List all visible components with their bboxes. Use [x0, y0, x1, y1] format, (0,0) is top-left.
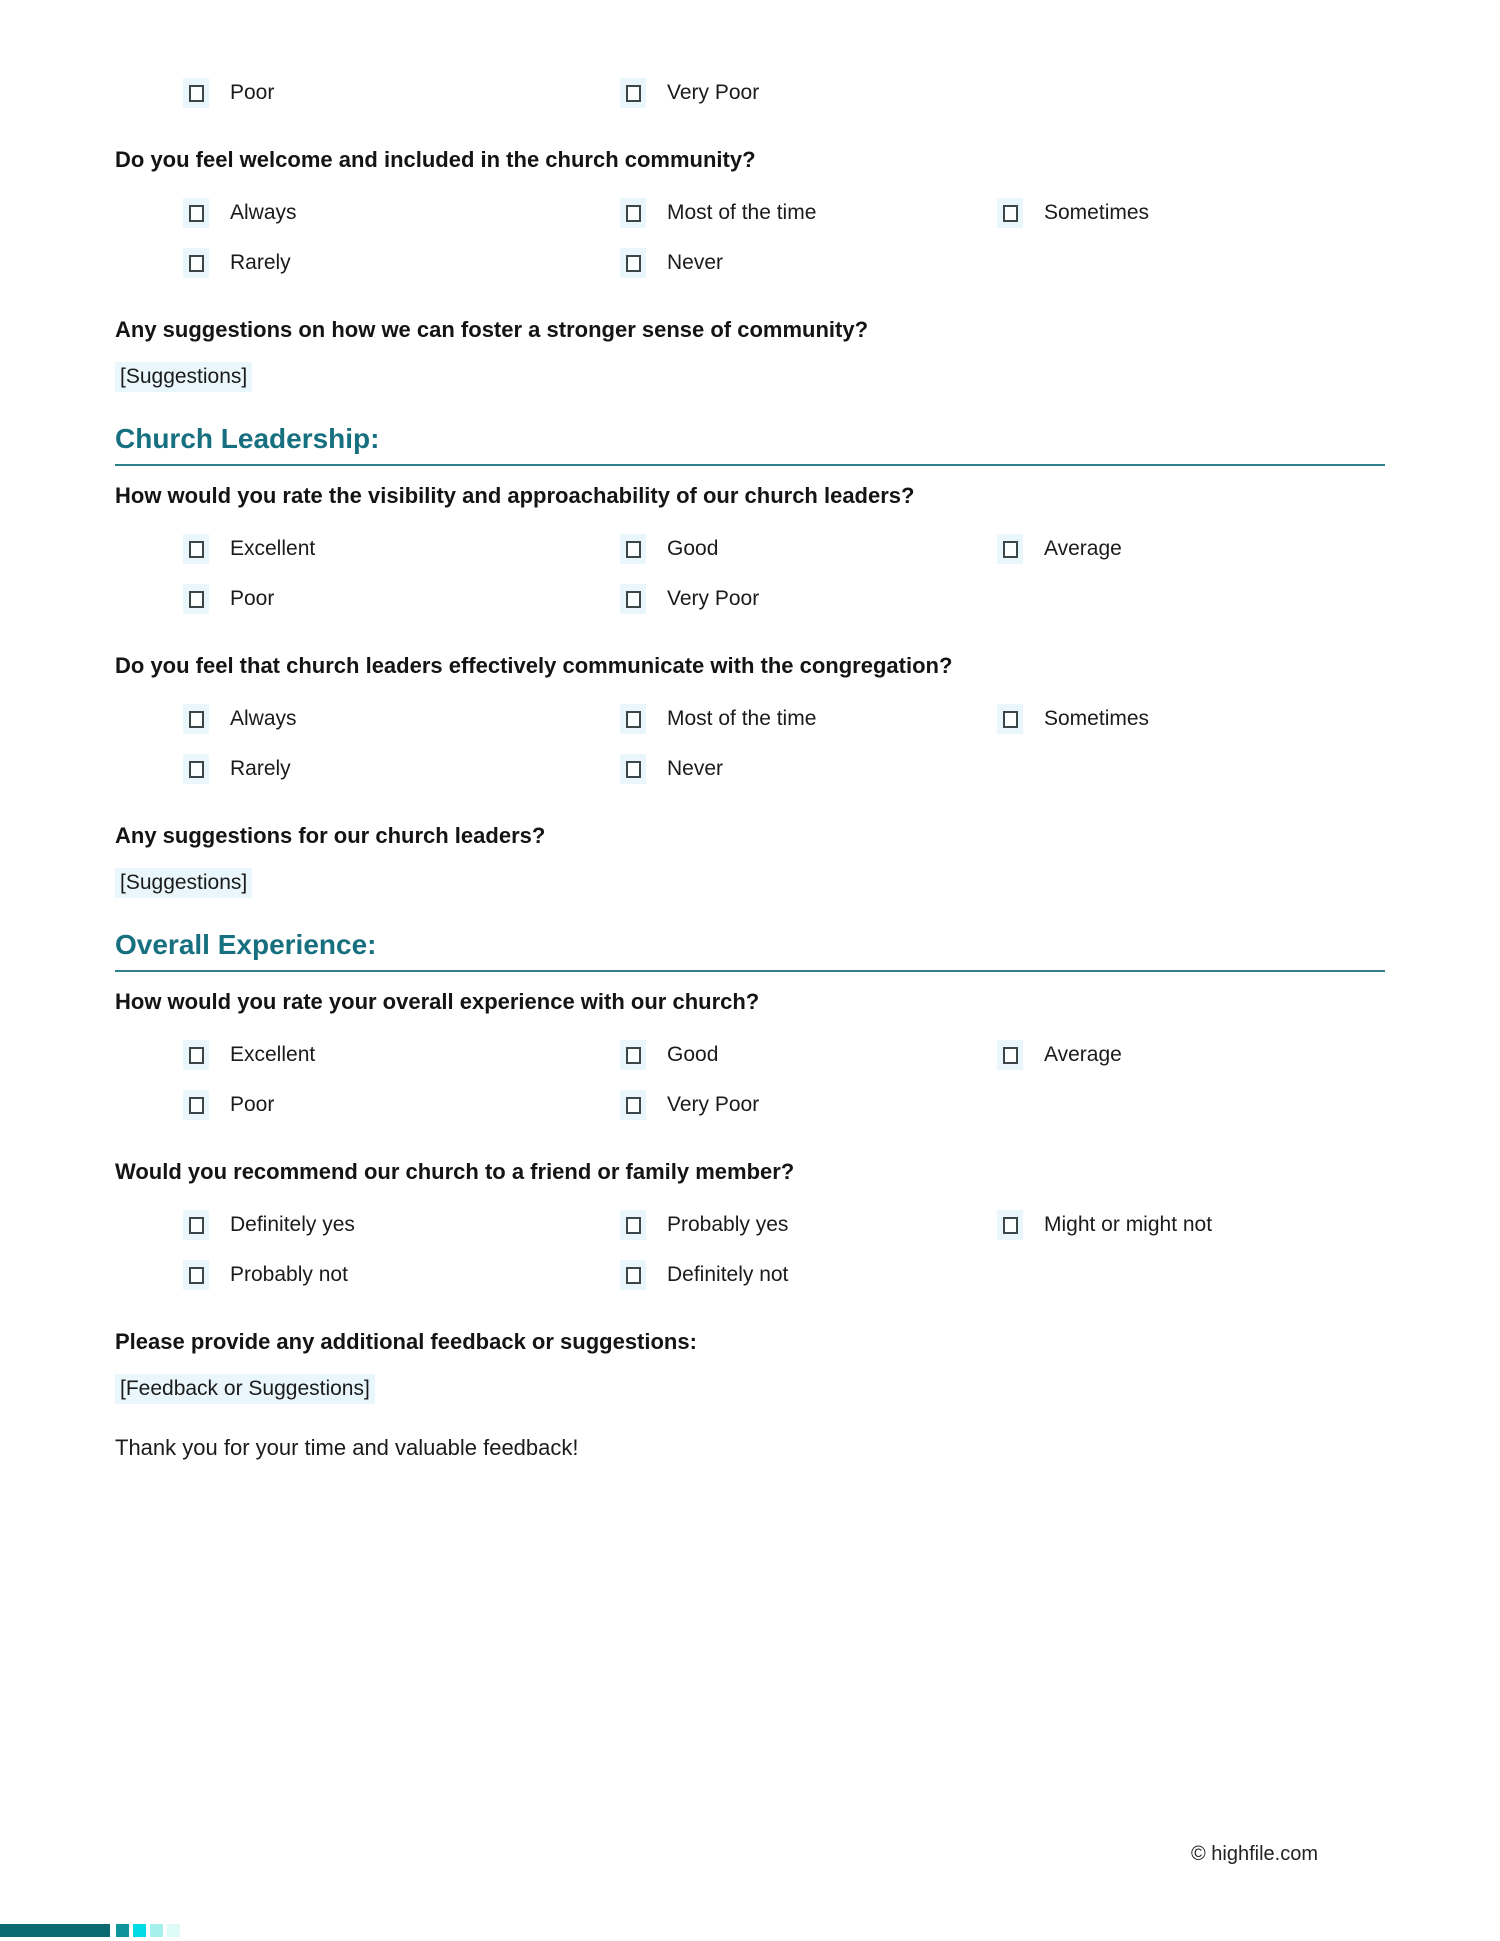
option-poor[interactable]: [183, 78, 620, 108]
option-label: Always: [230, 707, 297, 730]
checkbox-icon[interactable]: [620, 78, 646, 108]
option-label: Most of the time: [667, 201, 817, 224]
checkbox-icon[interactable]: [997, 534, 1023, 564]
option-label: Very Poor: [667, 81, 760, 104]
recommend-options-row-2: [183, 1260, 1385, 1290]
option-label: Average: [1044, 1043, 1122, 1066]
option-definitely-not[interactable]: [620, 1260, 997, 1290]
option-label: Very Poor: [667, 1093, 760, 1116]
option-label: Definitely not: [667, 1263, 789, 1286]
recommend-options-row-1: [183, 1210, 1385, 1240]
option-might-or-might-not[interactable]: [997, 1210, 1385, 1240]
section-rule: [115, 464, 1385, 466]
option-label: Most of the time: [667, 707, 817, 730]
option-most-of-the-time[interactable]: [620, 198, 997, 228]
checkbox-icon[interactable]: [183, 78, 209, 108]
decorative-teal-bar: [0, 1924, 180, 1937]
option-label: Probably yes: [667, 1213, 789, 1236]
option-probably-yes[interactable]: [620, 1210, 997, 1240]
option-label: Poor: [230, 1093, 275, 1116]
section-heading-church-leadership: Church Leadership:: [115, 423, 380, 454]
checkbox-icon[interactable]: [620, 584, 646, 614]
option-label: Sometimes: [1044, 201, 1150, 224]
option-label: Rarely: [230, 757, 291, 780]
question-recommend: Would you recommend our church to a friend or family member?: [115, 1159, 795, 1184]
closing-text: Thank you for your time and valuable feedback!: [115, 1435, 579, 1460]
checkbox-icon[interactable]: [620, 198, 646, 228]
option-sometimes[interactable]: [997, 198, 1385, 228]
option-good[interactable]: [620, 534, 997, 564]
question-overall-rate: How would you rate your overall experience with our church?: [115, 989, 760, 1014]
checkbox-icon[interactable]: [183, 754, 209, 784]
additional-feedback-wrap: [115, 1356, 1385, 1404]
bar-square-3: [150, 1924, 163, 1937]
question-additional-feedback: Please provide any additional feedback or suggestions:: [115, 1329, 697, 1354]
option-label: Average: [1044, 537, 1122, 560]
suggestions-field[interactable]: [Suggestions]: [115, 362, 252, 392]
checkbox-icon[interactable]: [183, 534, 209, 564]
option-never[interactable]: [620, 248, 997, 278]
option-label: Poor: [230, 81, 275, 104]
checkbox-icon[interactable]: [997, 704, 1023, 734]
checkbox-icon[interactable]: [183, 248, 209, 278]
feedback-field[interactable]: [Feedback or Suggestions]: [115, 1374, 375, 1404]
question-leaders-visibility: How would you rate the visibility and approachability of our church leaders?: [115, 483, 915, 508]
option-very-poor[interactable]: [620, 584, 997, 614]
option-label: Sometimes: [1044, 707, 1150, 730]
leaders-rate-options-row-1: [183, 534, 1385, 564]
overall-rate-options-row-1: [183, 1040, 1385, 1070]
checkbox-icon[interactable]: [183, 1040, 209, 1070]
section-heading-overall-experience: Overall Experience:: [115, 929, 377, 960]
checkbox-icon[interactable]: [183, 704, 209, 734]
question-welcome: Do you feel welcome and included in the church community?: [115, 147, 756, 172]
communicate-options-row-2: [183, 754, 1385, 784]
option-label: Never: [667, 251, 724, 274]
option-label: Definitely yes: [230, 1213, 355, 1236]
checkbox-icon[interactable]: [997, 198, 1023, 228]
option-label: Might or might not: [1044, 1213, 1213, 1236]
checkbox-icon[interactable]: [620, 1210, 646, 1240]
option-label: Probably not: [230, 1263, 348, 1286]
option-average[interactable]: [997, 534, 1385, 564]
option-sometimes[interactable]: [997, 704, 1385, 734]
copyright-text: © highfile.com: [1190, 1843, 1318, 1865]
bar-segment-long: [0, 1924, 110, 1937]
option-label: Never: [667, 757, 724, 780]
carryover-options-row: [183, 78, 1385, 108]
bar-square-2: [133, 1924, 146, 1937]
option-label: Very Poor: [667, 587, 760, 610]
overall-rate-options-row-2: [183, 1090, 1385, 1120]
option-label: Good: [667, 537, 719, 560]
checkbox-icon[interactable]: [620, 1040, 646, 1070]
option-always[interactable]: [183, 704, 620, 734]
checkbox-icon[interactable]: [620, 704, 646, 734]
option-poor[interactable]: [183, 584, 620, 614]
option-average[interactable]: [997, 1040, 1385, 1070]
section-rule: [115, 970, 1385, 972]
community-suggestions-wrap: [115, 344, 1385, 392]
option-very-poor[interactable]: [620, 78, 997, 108]
checkbox-icon[interactable]: [997, 1040, 1023, 1070]
suggestions-field[interactable]: [Suggestions]: [115, 868, 252, 898]
question-community-suggestions: Any suggestions on how we can foster a stronger sense of community?: [115, 317, 869, 342]
option-label: Excellent: [230, 537, 316, 560]
checkbox-icon[interactable]: [183, 198, 209, 228]
welcome-options-row-1: [183, 198, 1385, 228]
option-most-of-the-time[interactable]: [620, 704, 997, 734]
option-always[interactable]: [183, 198, 620, 228]
option-never[interactable]: [620, 754, 997, 784]
checkbox-icon[interactable]: [620, 1260, 646, 1290]
option-excellent[interactable]: [183, 1040, 620, 1070]
checkbox-icon[interactable]: [183, 1210, 209, 1240]
option-excellent[interactable]: [183, 534, 620, 564]
option-rarely[interactable]: [183, 754, 620, 784]
option-label: Rarely: [230, 251, 291, 274]
checkbox-icon[interactable]: [620, 248, 646, 278]
question-leaders-suggestions: Any suggestions for our church leaders?: [115, 823, 546, 848]
checkbox-icon[interactable]: [620, 1090, 646, 1120]
checkbox-icon[interactable]: [620, 534, 646, 564]
communicate-options-row-1: [183, 704, 1385, 734]
option-probably-not[interactable]: [183, 1260, 620, 1290]
option-good[interactable]: [620, 1040, 997, 1070]
checkbox-icon[interactable]: [997, 1210, 1023, 1240]
leaders-rate-options-row-2: [183, 584, 1385, 614]
welcome-options-row-2: [183, 248, 1385, 278]
option-poor[interactable]: [183, 1090, 620, 1120]
leaders-suggestions-wrap: [115, 850, 1385, 898]
option-label: Always: [230, 201, 297, 224]
question-leaders-communicate: Do you feel that church leaders effectively communicate with the congregation?: [115, 653, 953, 678]
option-very-poor[interactable]: [620, 1090, 997, 1120]
checkbox-icon[interactable]: [183, 1260, 209, 1290]
option-rarely[interactable]: [183, 248, 620, 278]
option-label: Good: [667, 1043, 719, 1066]
checkbox-icon[interactable]: [620, 754, 646, 784]
bar-square-4: [167, 1924, 180, 1937]
checkbox-icon[interactable]: [183, 584, 209, 614]
checkbox-icon[interactable]: [183, 1090, 209, 1120]
option-definitely-yes[interactable]: [183, 1210, 620, 1240]
option-label: Poor: [230, 587, 275, 610]
option-label: Excellent: [230, 1043, 316, 1066]
bar-square-1: [116, 1924, 129, 1937]
